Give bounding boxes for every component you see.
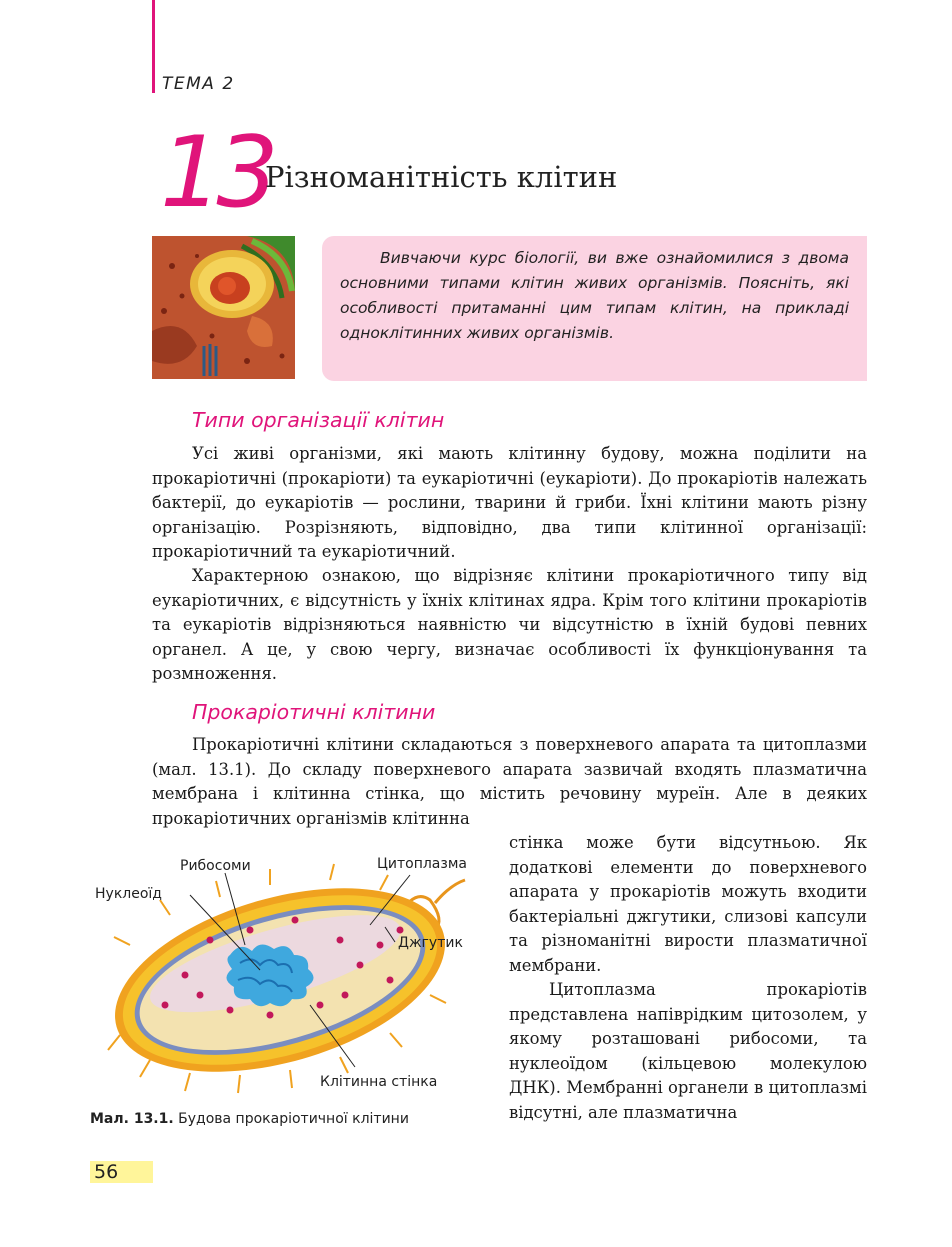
paragraph: Цитоплазма прокаріотів представлена напіврідким цитозолем, у якому розташовані рибосоми, та нуклеоїдом (кільцевою молекулою ДНК). Мембранні органели в цитоплазмі відсутні, але плазматична [509, 980, 867, 1122]
topic-label: ТЕМА 2 [162, 74, 235, 94]
prokaryotic-cell-diagram [90, 845, 500, 1095]
chapter-title: Різноманітність клітин [265, 160, 618, 194]
page-number: 56 [90, 1161, 153, 1183]
figure-caption: Мал. 13.1. Будова прокаріотичної клітини [90, 1111, 409, 1127]
label-nucleoid: Нуклеоїд [95, 886, 162, 902]
label-ribosomes: Рибосоми [180, 858, 251, 874]
label-cytoplasm: Цитоплазма [377, 856, 467, 872]
label-cell-wall: Клітинна стінка [320, 1074, 438, 1090]
paragraph: Характерною ознакою, що відрізняє клітини прокаріотичного типу від еукаріотичних, є відсутність у їхніх клітинах ядра. Крім того клітини прокаріотів та еукаріотів відрізняються наявністю чи відсутністю в їхній будові певних органел. А це, у свою чергу, визначає особливості їх функціонування та розмноження. [152, 566, 867, 683]
topic-rule [152, 0, 155, 93]
label-flagellum: Джгутик [398, 935, 463, 951]
section-heading-cell-types: Типи організації клітин [192, 408, 445, 432]
paragraph: стінка може бути відсутньою. Як додаткові елементи до поверхневого апарата у прокаріотів можуть входити бактеріальні джгутики, слизові капсули та різноманітні вирости плазматичної мембрани. [509, 833, 867, 975]
intro-box [322, 236, 867, 381]
paragraph: Усі живі організми, які мають клітинну будову, можна поділити на прокаріотичні (прокаріоти) та еукаріотичні (еукаріоти). До прокаріотів належать бактерії, до еукаріотів — рослини, тварини й гриби. Їхні клітини мають різну організацію. Розрізняють, відповідно, два типи клітинної організації: прокаріотичний та еукаріотичний. [152, 444, 867, 561]
paragraph: Прокаріотичні клітини складаються з поверхневого апарата та цитоплазми (мал. 13.1). До складу поверхневого апарата зазвичай входять плазматична мембрана і клітинна стінка, що містить речовину муреїн. Але в деяких прокаріотичних організмів клітинна [152, 735, 867, 828]
cell-illustration [152, 236, 295, 379]
intro-text: Вивчаючи курс біології, ви вже ознайомилися з двома основними типами клітин живих організмів. Поясніть, які особливості притаманні цим типам клітин, на прикладі одноклітинних живих організмів. [340, 249, 849, 342]
section-heading-prokaryotic: Прокаріотичні клітини [192, 700, 436, 724]
chapter-number: 13 [160, 116, 273, 230]
